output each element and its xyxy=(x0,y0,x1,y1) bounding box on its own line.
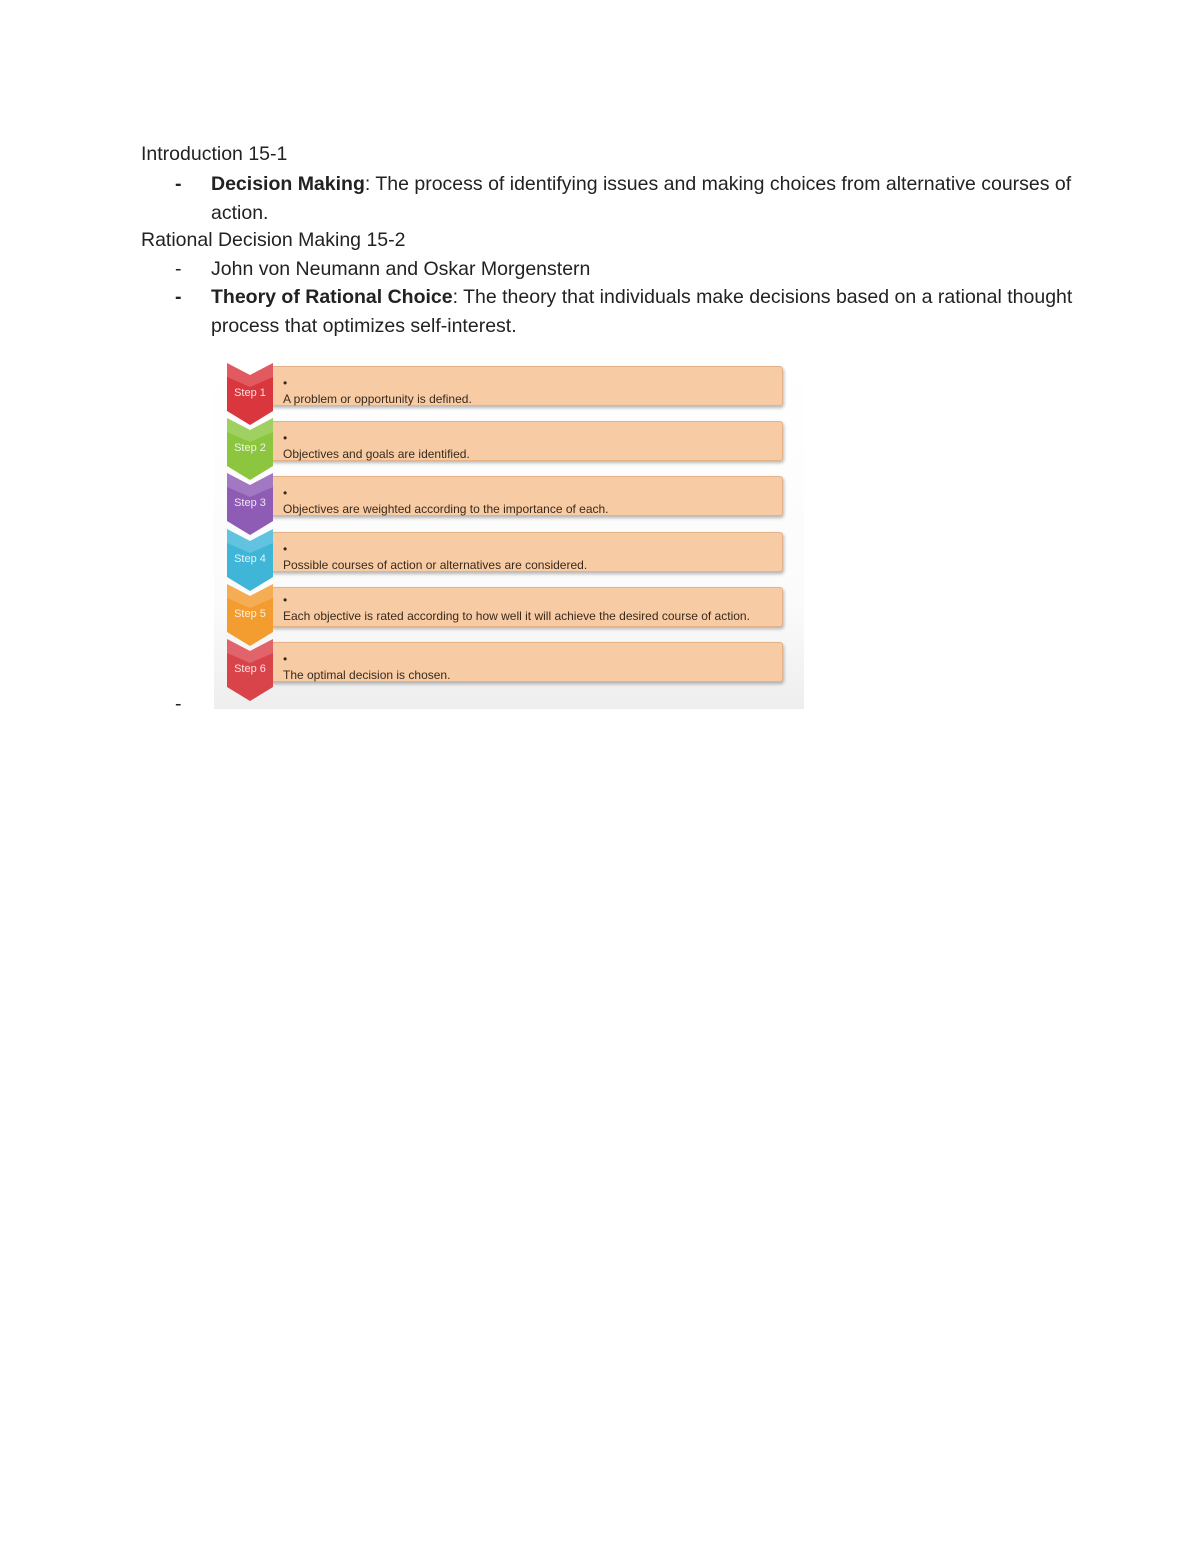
list-dash: - xyxy=(175,258,182,280)
step-description: Objectives are weighted according to the importance of each. xyxy=(283,502,609,517)
bullet-glyph: • xyxy=(283,652,288,666)
step-description: Each objective is rated according to how well it will achieve the desired course of action. xyxy=(283,608,750,623)
section-heading-introduction: Introduction 15-1 xyxy=(141,143,288,165)
step-label: Step 2 xyxy=(234,442,266,455)
step-label: Step 6 xyxy=(234,663,266,675)
bullet-glyph: • xyxy=(283,486,288,501)
step-row xyxy=(214,635,804,690)
step-label: Step 5 xyxy=(234,607,266,620)
step-description: Objectives and goals are identified. xyxy=(283,447,470,462)
step-description: Possible courses of action or alternatives are considered. xyxy=(283,557,588,572)
step-label: Step 3 xyxy=(234,497,266,510)
bullet-glyph: • xyxy=(283,431,288,446)
step-description-box xyxy=(270,642,783,682)
list-dash: - xyxy=(175,173,182,195)
list-item-theory-rational-choice xyxy=(211,283,1091,341)
section-heading-rational-decision-making: Rational Decision Making 15-2 xyxy=(141,229,406,251)
step-label: Step 4 xyxy=(234,552,266,565)
list-item-von-neumann: John von Neumann and Oskar Morgenstern xyxy=(211,258,591,280)
rational-decision-steps-figure xyxy=(214,357,804,709)
term-decision-making: Decision Making xyxy=(211,173,365,195)
step-row xyxy=(214,414,804,469)
step-label: Step 1 xyxy=(234,387,266,399)
bullet-glyph: • xyxy=(283,376,288,390)
step-description-box xyxy=(270,366,783,406)
definition-decision-making: : The process of identifying issues and making choices from alternative courses of action. xyxy=(211,173,1072,224)
list-dash: - xyxy=(175,693,182,715)
step-row xyxy=(214,359,804,414)
step-description: The optimal decision is chosen. xyxy=(283,668,451,682)
bullet-glyph: • xyxy=(283,592,288,607)
step-description: A problem or opportunity is defined. xyxy=(283,392,472,406)
step-description-box xyxy=(270,587,783,627)
bullet-glyph: • xyxy=(283,541,288,556)
step-row xyxy=(214,525,804,580)
step-description-box xyxy=(270,532,783,572)
step-description-box xyxy=(270,421,783,461)
definition-theory-rational-choice: : The theory that individuals make decisions based on a rational thought process that optimizes self-interest. xyxy=(211,286,1073,337)
step-row xyxy=(214,580,804,635)
step-row xyxy=(214,469,804,524)
term-theory-rational-choice: Theory of Rational Choice xyxy=(211,286,453,308)
list-dash: - xyxy=(175,286,182,308)
step-description-box xyxy=(270,476,783,516)
list-item-decision-making xyxy=(211,170,1091,228)
